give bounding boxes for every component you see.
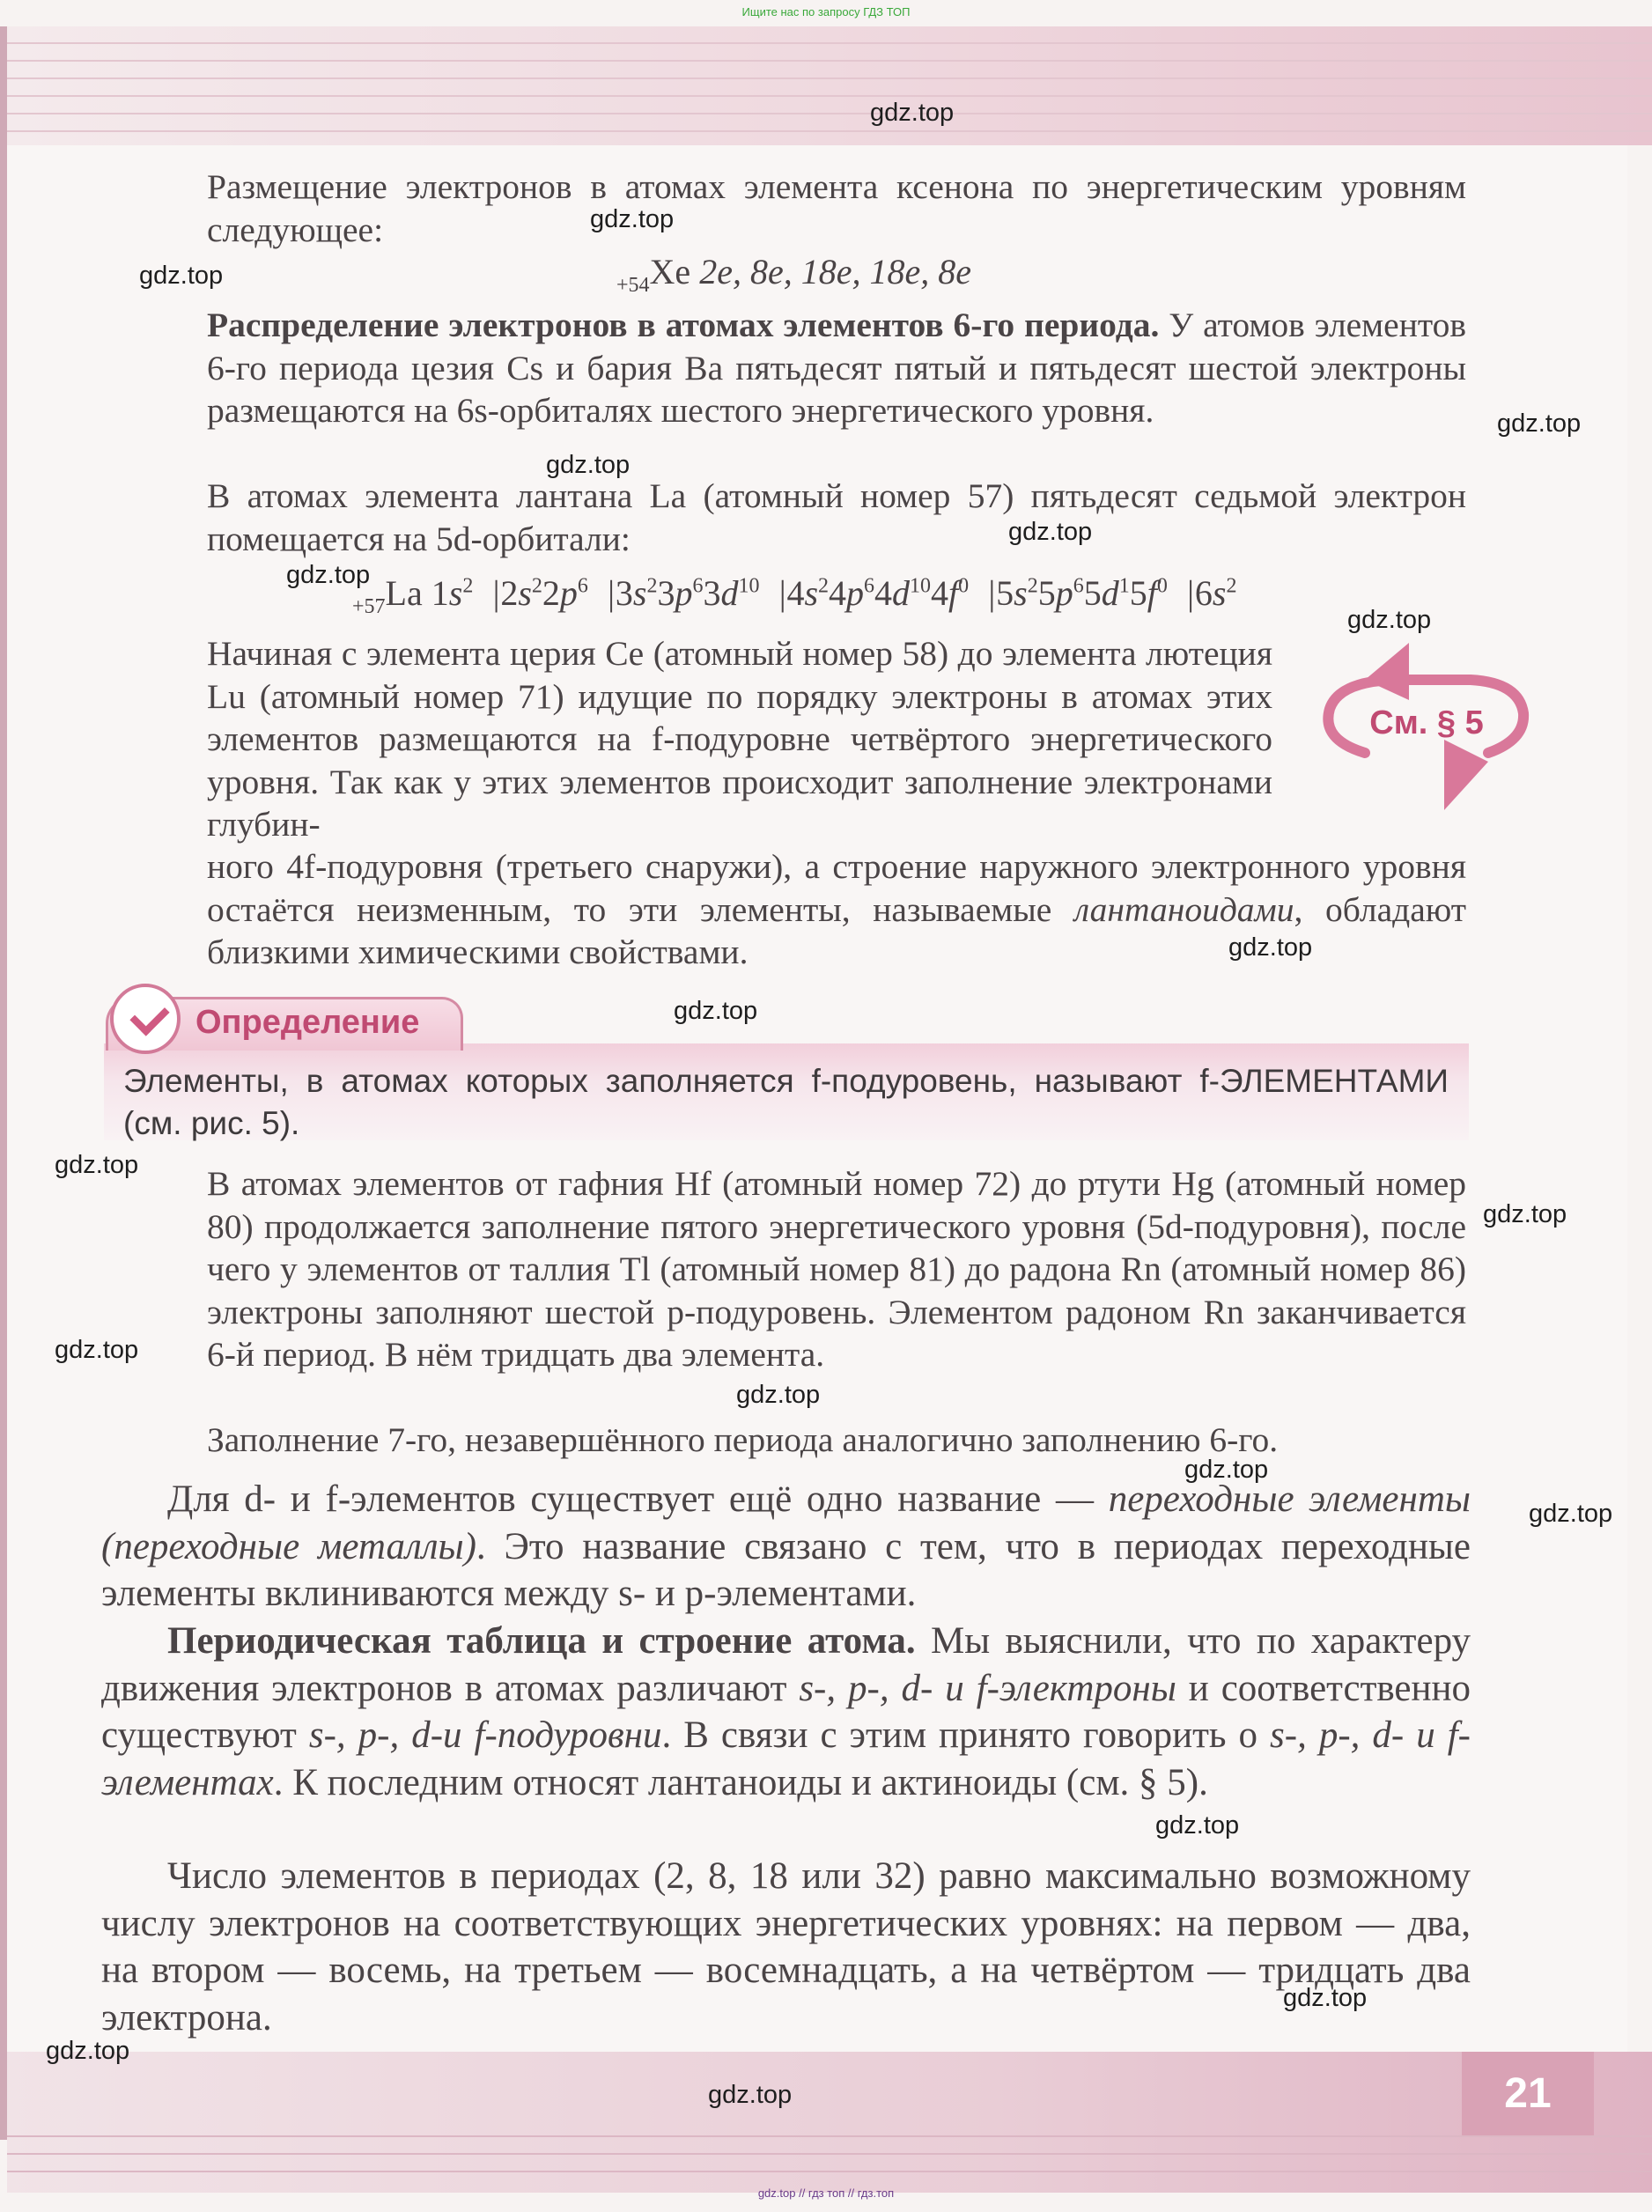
watermark: gdz.top [1483,1200,1567,1228]
page-left-edge [0,26,7,2140]
definition-title: Определение [195,1004,420,1041]
xenon-charge: +54 [616,274,650,297]
transition-text-b: . Это название связано с тем, что в периодах переходные элементы вклиниваются между s- и p-элементами. [101,1525,1471,1614]
watermark: gdz.top [736,1381,821,1409]
paragraph-period6-text: У атомов элементов 6-го периода цезия Cs и бария Ba пятьдесят пятый и пятьдесят шестой электроны размещаются на 6s-орбиталях шестого энергетического уровня. [207,306,1466,430]
paragraph-period6 [207,304,1466,432]
lanthanides-term: лантаноидами [1073,889,1294,929]
watermark: gdz.top [139,262,224,290]
periodic-em-elements: s-, p-, d- и f-элементах [101,1714,1471,1803]
watermark: gdz.top [55,1151,139,1179]
periodic-text-c: . В связи с этим принято говорить о [661,1714,1258,1756]
watermark: gdz.top [46,2037,130,2065]
lanthanides-tail: , обладают близкими химическими свойствами. [207,889,1466,971]
periodic-text-d: . К последним относят лантаноиды и актиноиды (см. § 5). [273,1761,1208,1803]
periodic-em-electrons: s-, p-, d- и f-электроны [799,1667,1176,1709]
lanthanum-formula: $_{+57}$La $1s^2$ $|2s^22p^6$ $|3s^23p^63d^{10}$ $|4s^24p^64d^{10}4f^0$ $|5s^25p^65d^15f^0$ $|6s^2$ [352,573,1237,618]
watermark: gdz.top [1228,933,1313,962]
top-note: Ищите нас по запросу ГДЗ ТОП [741,5,911,18]
watermark: gdz.top [1347,606,1432,634]
watermark: gdz.top [1283,1984,1368,2012]
paragraph-periodic-table [101,1618,1471,1806]
transition-text-a: Для d- и f-элементов существует ещё одно название — [167,1478,1094,1520]
paragraph-hafnium-radon: В атомах элементов от гафния Hf (атомный номер 72) до ртути Hg (атомный номер 80) продолжается заполнение пятого энергетического уровня (5d-подуровня), после чего у элементов от таллия Tl (атомный номер 81) до радона Rn (атомный номер 86) электроны заполняют шестой p-подуровень. Элементом радоном Rn заканчивается 6-й период. В нём тридцать два элемента. [207,1164,1466,1374]
periodic-text-b: и соответственно существуют [101,1667,1471,1756]
paragraph-lanthanides-start: Начиная с элемента церия Ce (атомный номер 58) до элемента лютеция Lu (атомный номер 71) идущие по порядку электроны в атомах этих элементов размещаются на f-подуровне четвёртого энергетического уровня. Так как у этих элементов происходит заполнение электронами глубин- [207,634,1272,844]
watermark: gdz.top [674,997,758,1025]
paragraph-electron-count: Число элементов в периодах (2, 8, 18 или 32) равно максимально возможному числу электронов на соответствующих энергетических уровнях: на первом — два, на втором — восемь, на третьем — восемнадцать, а на четвёртом — тридцать два электрона. [101,1855,1471,2039]
definition-text: Элементы, в атомах которых заполняется f-подуровень, называют f-ЭЛЕМЕНТАМИ (см. рис. 5). [123,1063,1449,1141]
lanthanum-symbol: La [385,573,423,613]
page-footer-band [7,2052,1652,2193]
xenon-symbol: Xe [649,252,691,291]
watermark: gdz.top [1497,409,1582,438]
watermark: gdz.top [546,451,631,479]
periodic-text-a: Мы выяснили, что по характеру движения электронов в атомах различают [101,1620,1471,1709]
xenon-levels: 2e, 8e, 18e, 18e, 8e [699,252,971,291]
watermark: gdz.top [55,1336,139,1364]
lanthanides-end-text: ного 4f-подуровня (третьего снаружи), а строение наружного электронного уровня остаётся неизменным, то эти элементы, называемые [207,847,1466,929]
paragraph-period7: Заполнение 7-го, незавершённого периода аналогично заполнению 6-го. [207,1420,1279,1459]
see-ref-label: См. § 5 [1369,704,1484,741]
watermark: gdz.top [708,2081,793,2109]
checkmark-icon [110,984,181,1054]
periodic-em-sublevels: s-, p-, d-и f-подуровни [308,1714,662,1756]
transition-term: переходные элементы (переходные металлы) [101,1478,1471,1567]
page-number: 21 [1462,2052,1594,2135]
periodic-table-heading: Периодическая таблица и строение атома. [167,1620,916,1662]
page-header-band [7,26,1652,145]
paragraph-xenon: Размещение электронов в атомах элемента ксенона по энергетическим уровням следующее: [207,167,1466,249]
bottom-note: gdz.top // гдз топ // гдз.топ [757,2186,895,2200]
see-section-5-reference [1312,643,1541,810]
paragraph-period6-heading: Распределение электронов в атомах элементов 6-го периода. [207,306,1160,344]
watermark: gdz.top [286,561,371,589]
paragraph-transition-elements [101,1476,1471,1618]
watermark: gdz.top [870,99,955,127]
watermark: gdz.top [1155,1811,1240,1840]
paragraph-lanthanum: В атомах элемента лантана La (атомный номер 57) пятьдесят седьмой электрон помещается на 5d-орбитали: [207,476,1466,558]
xenon-formula [616,251,971,298]
lanthanum-charge: +57 [352,595,386,618]
watermark: gdz.top [590,205,675,233]
watermark: gdz.top [1008,518,1093,546]
watermark: gdz.top [1529,1500,1613,1528]
watermark: gdz.top [1184,1456,1269,1484]
